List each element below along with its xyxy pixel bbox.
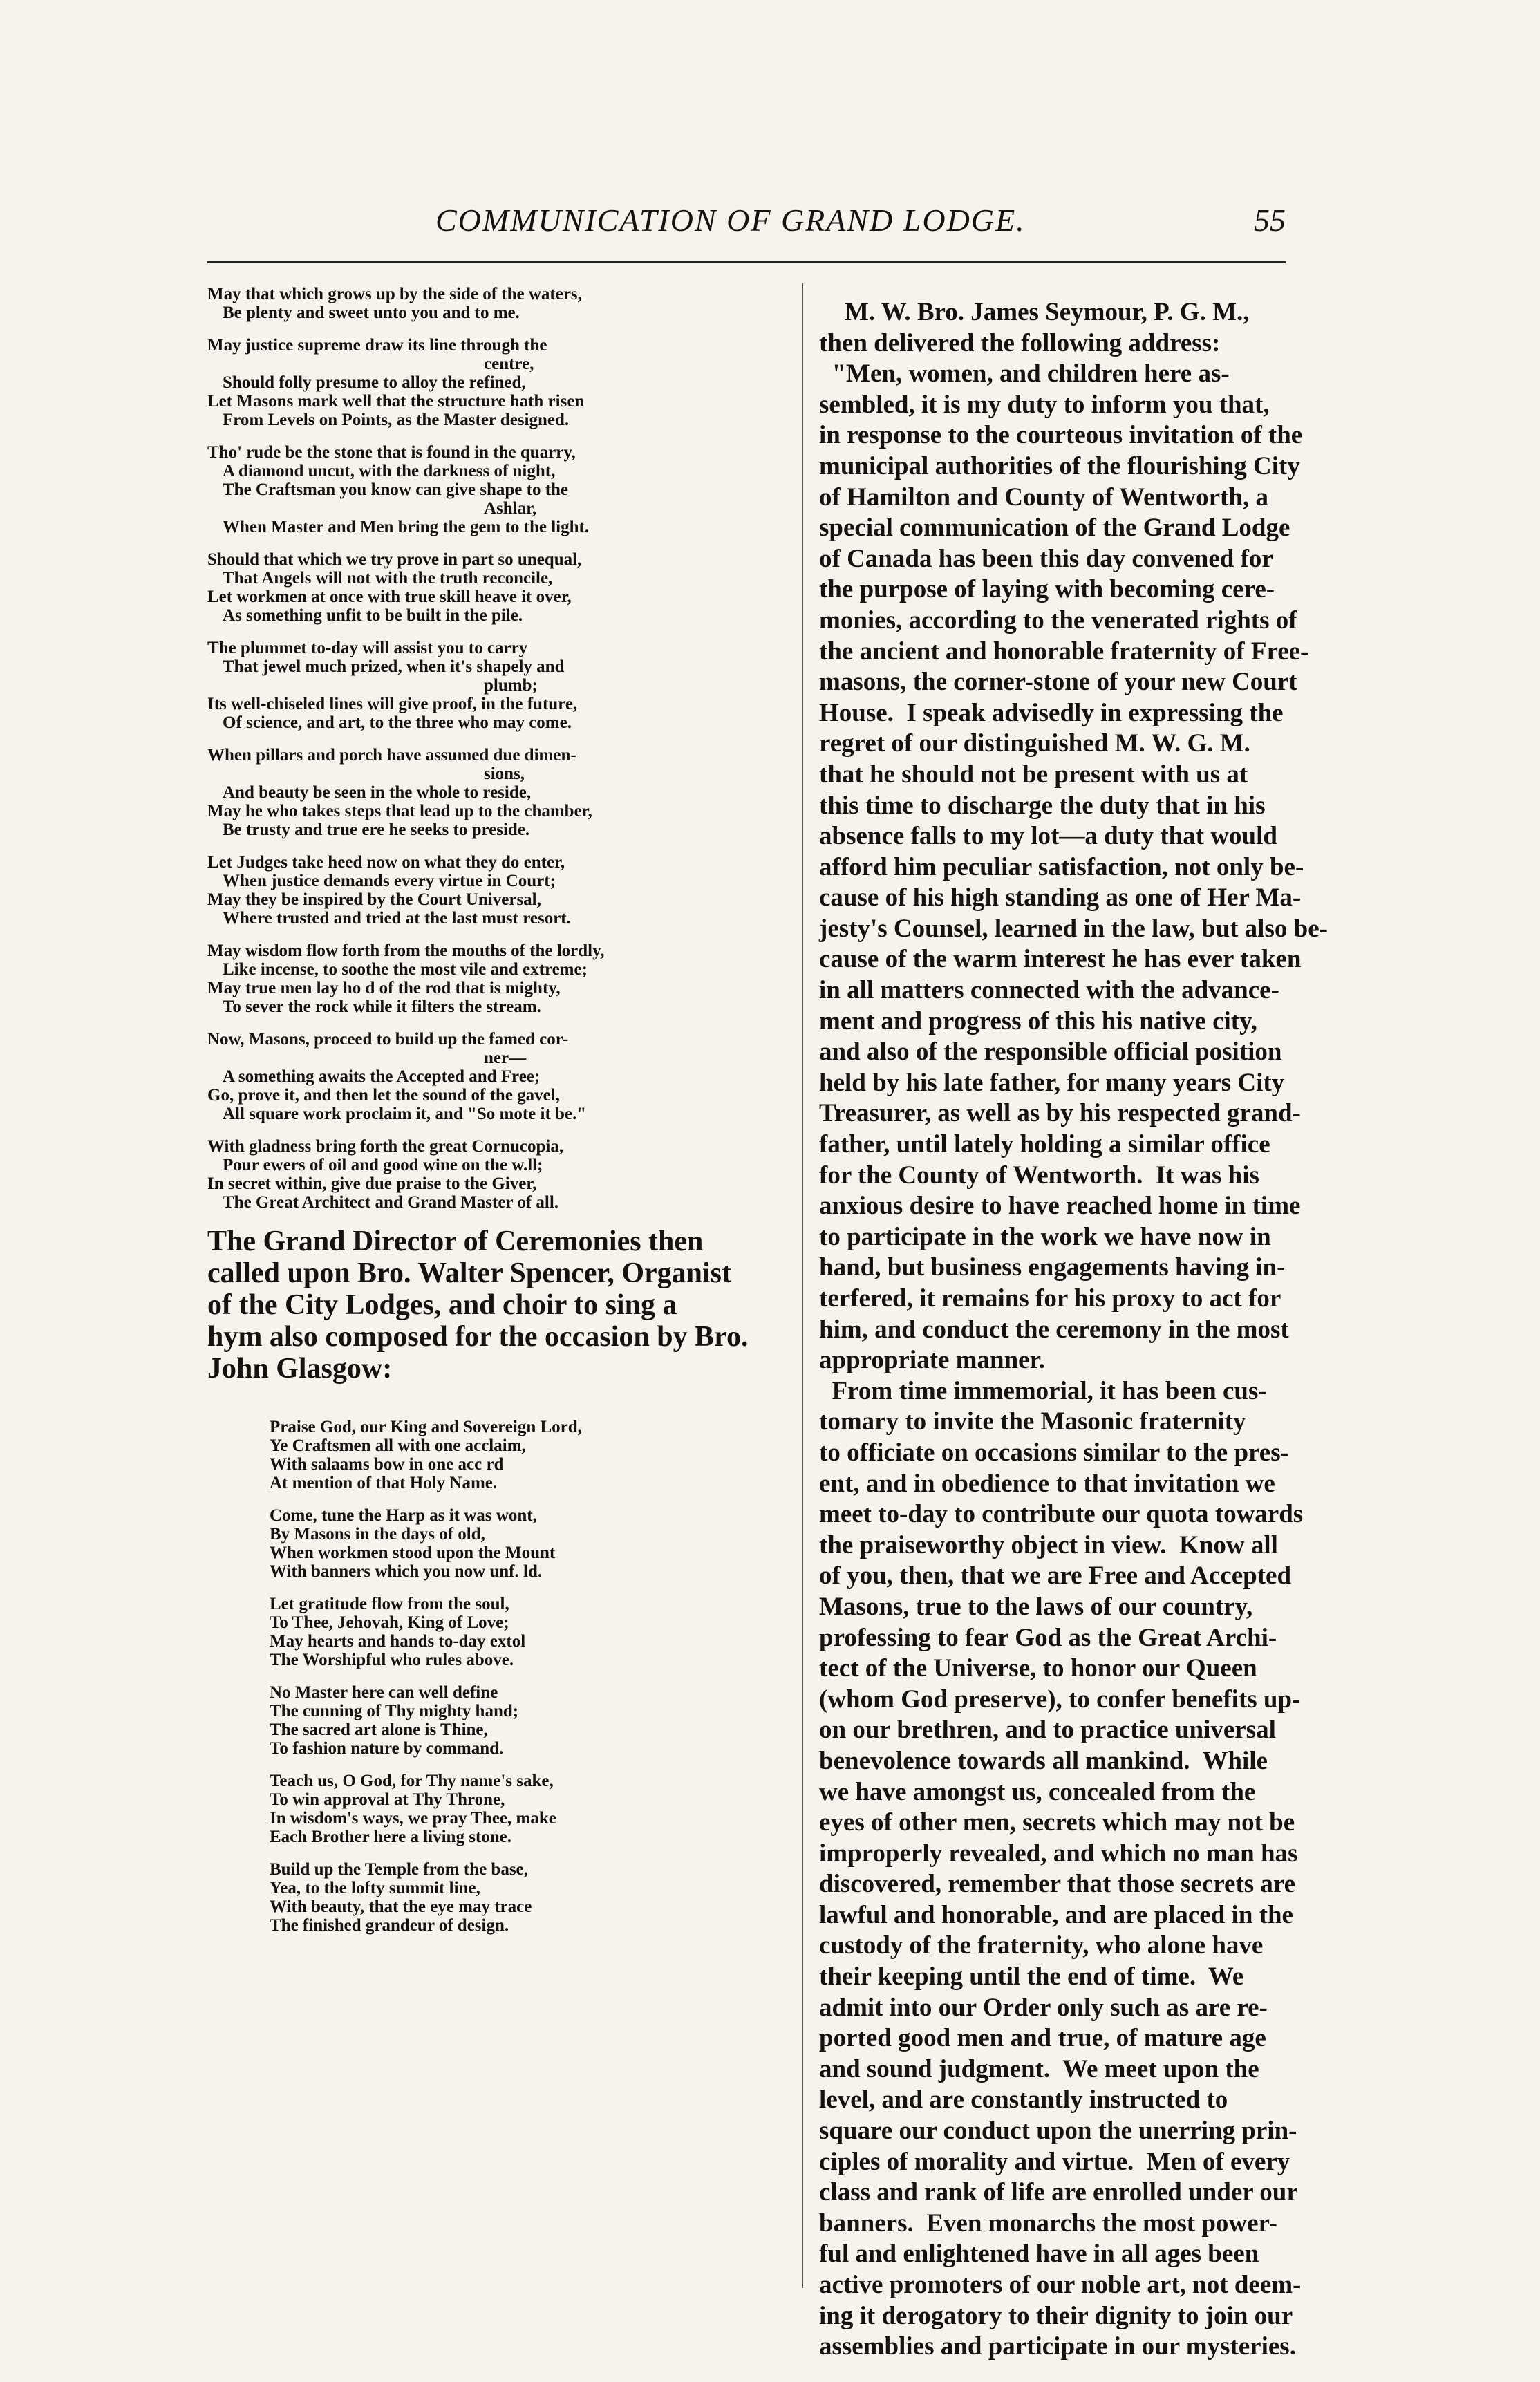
hymn-stanza (270, 1683, 788, 1758)
poem-line: Should that which we try prove in part so unequal, (207, 550, 582, 569)
hymn-line: At mention of that Holy Name. (270, 1474, 498, 1492)
hymn-line: With banners which you now unf. ld. (270, 1562, 543, 1581)
poem-stanza (207, 550, 788, 625)
address-line: special communication of the Grand Lodge (819, 514, 1290, 543)
address-line: we have amongst us, concealed from the (819, 1777, 1256, 1806)
address-line: Masons, true to the laws of our country, (819, 1592, 1253, 1621)
poem-line: From Levels on Points, as the Master designed. (223, 411, 570, 429)
hymn (207, 1418, 788, 1935)
hymn-line: Yea, to the lofty summit line, (270, 1879, 480, 1897)
address-line: active promoters of our noble art, not deem- (819, 2271, 1302, 2299)
address-line: lawful and honorable, and are placed in the (819, 1900, 1293, 1929)
hymn-line: Each Brother here a living stone. (270, 1828, 511, 1846)
address-line: that he should not be present with us at (819, 760, 1248, 789)
poem (207, 285, 788, 1212)
address-line: From time immemorial, it has been cus- (819, 1376, 1267, 1405)
address-line: tect of the Universe, to honor our Queen (819, 1654, 1257, 1683)
poem-line: A diamond uncut, with the darkness of night, (223, 462, 556, 480)
address-line: level, and are constantly instructed to (819, 2085, 1228, 2114)
poem-line: When Master and Men bring the gem to the light. (223, 518, 590, 536)
right-column (819, 297, 1328, 2363)
poem-line: Pour ewers of oil and good wine on the w.ll; (223, 1156, 543, 1174)
address-line: discovered, remember that those secrets are (819, 1870, 1296, 1899)
narrative-line: The Grand Director of Ceremonies then (207, 1226, 704, 1257)
address-line: appropriate manner. (819, 1346, 1045, 1375)
address-line: then delivered the following address: (819, 328, 1221, 357)
poem-line: Be plenty and sweet unto you and to me. (223, 303, 520, 322)
poem-stanza (207, 941, 788, 1016)
address-line: ciples of morality and virtue. Men of every (819, 2147, 1290, 2176)
address-line: absence falls to my lot—a duty that would (819, 822, 1277, 851)
address-line: their keeping until the end of time. We (819, 1962, 1244, 1991)
poem-line: The plummet to-day will assist you to carry (207, 639, 528, 657)
address-line: class and rank of life are enrolled under our (819, 2178, 1298, 2207)
address-line: Treasurer, as well as by his respected grand- (819, 1099, 1301, 1128)
address-line: to officiate on occasions similar to the pres- (819, 1438, 1289, 1467)
address-line: benevolence towards all mankind. While (819, 1746, 1268, 1775)
hymn-line: The sacred art alone is Thine, (270, 1720, 488, 1739)
address-line: ful and enlightened have in all ages been (819, 2240, 1259, 2269)
hymn-stanza (270, 1772, 788, 1846)
address-line: municipal authorities of the flourishing City (819, 451, 1300, 480)
address-line: "Men, women, and children here as- (819, 359, 1230, 388)
hymn-stanza (270, 1595, 788, 1669)
address-line: of you, then, that we are Free and Accepted (819, 1562, 1292, 1591)
address-line: in all matters connected with the advance- (819, 976, 1279, 1005)
address-line: monies, according to the venerated rights of (819, 606, 1297, 635)
address-line: hand, but business engagements having in- (819, 1253, 1286, 1282)
poem-line: Be trusty and true ere he seeks to preside. (223, 820, 530, 839)
hymn-line: May hearts and hands to-day extol (270, 1632, 526, 1651)
address-line: terfered, it remains for his proxy to act for (819, 1284, 1281, 1313)
narrative-paragraph (207, 1226, 788, 1385)
hymn-line: By Masons in the days of old, (270, 1525, 485, 1544)
poem-stanza (207, 285, 788, 322)
address-line: ent, and in obedience to that invitation we (819, 1469, 1275, 1498)
hymn-line: Come, tune the Harp as it was wont, (270, 1506, 537, 1525)
address-line: improperly revealed, and which no man has (819, 1839, 1298, 1868)
address-line: meet to-day to contribute our quota towards (819, 1500, 1304, 1529)
hymn-line: The finished grandeur of design. (270, 1916, 509, 1935)
address-line: jesty's Counsel, learned in the law, but also be- (819, 914, 1328, 943)
hymn-line: Build up the Temple from the base, (270, 1860, 528, 1879)
hymn-line: With beauty, that the eye may trace (270, 1897, 532, 1916)
hymn-line: Praise God, our King and Sovereign Lord, (270, 1418, 582, 1436)
poem-line: Now, Masons, proceed to build up the famed cor- (207, 1030, 569, 1049)
address-line: in response to the courteous invitation of the (819, 421, 1303, 450)
address-line: square our conduct upon the unerring prin- (819, 2117, 1297, 2146)
poem-line: Ashlar, (484, 499, 537, 518)
page-title: COMMUNICATION OF GRAND LODGE. (435, 203, 1026, 238)
address-line: father, until lately holding a similar office (819, 1130, 1270, 1159)
address-line: assemblies and participate in our mysteries. (819, 2332, 1296, 2361)
address-line: anxious desire to have reached home in time (819, 1192, 1301, 1221)
address-line: afford him peculiar satisfaction, not only be- (819, 852, 1304, 881)
address-line: the praiseworthy object in view. Know all (819, 1530, 1278, 1559)
hymn-line: When workmen stood upon the Mount (270, 1544, 556, 1562)
poem-line: Let Judges take heed now on what they do enter, (207, 853, 565, 872)
running-header (207, 202, 1286, 250)
hymn-stanza (270, 1506, 788, 1581)
narrative-line: of the City Lodges, and choir to sing a (207, 1289, 677, 1321)
hymn-line: With salaams bow in one acc rd (270, 1455, 504, 1474)
poem-stanza (207, 336, 788, 429)
hymn-line: Teach us, O God, for Thy name's sake, (270, 1772, 554, 1790)
poem-line: Let Masons mark well that the structure hath risen (207, 392, 585, 411)
address-line: of Hamilton and County of Wentworth, a (819, 482, 1268, 512)
address-line: on our brethren, and to practice universal (819, 1716, 1276, 1745)
poem-line: May true men lay ho d of the rod that is mighty, (207, 979, 561, 997)
hymn-stanza (270, 1418, 788, 1492)
poem-line: ner— (484, 1049, 527, 1067)
address-line: the purpose of laying with becoming cere- (819, 575, 1275, 604)
hymn-line: No Master here can well define (270, 1683, 498, 1702)
address-line: admit into our Order only such as are re- (819, 1993, 1268, 2022)
poem-line: Like incense, to soothe the most vile and extreme; (223, 960, 588, 979)
address-line: this time to discharge the duty that in his (819, 791, 1266, 820)
poem-line: That jewel much prized, when it's shapely and (223, 657, 565, 676)
hymn-line: To win approval at Thy Throne, (270, 1790, 505, 1809)
address-line: tomary to invite the Masonic fraternity (819, 1407, 1246, 1436)
poem-line: May they be inspired by the Court Universal, (207, 890, 541, 909)
poem-line: sions, (484, 765, 525, 783)
poem-stanza (207, 853, 788, 928)
address-line: regret of our distinguished M. W. G. M. (819, 729, 1250, 758)
poem-line: The Great Architect and Grand Master of all. (223, 1193, 559, 1212)
poem-line: Go, prove it, and then let the sound of the gavel, (207, 1086, 560, 1105)
poem-line: Let workmen at once with true skill heave it over, (207, 588, 572, 606)
hymn-stanza (270, 1860, 788, 1935)
left-column (207, 285, 788, 1949)
poem-line: May wisdom flow forth from the mouths of the lordly, (207, 941, 605, 960)
address-line: ing it derogatory to their dignity to join our (819, 2301, 1293, 2330)
address-line: for the County of Wentworth. It was his (819, 1161, 1259, 1190)
address-line: eyes of other men, secrets which may not be (819, 1808, 1295, 1837)
poem-line: And beauty be seen in the whole to reside, (223, 783, 532, 802)
address-line: M. W. Bro. James Seymour, P. G. M., (819, 298, 1250, 326)
poem-stanza (207, 443, 788, 536)
poem-line: The Craftsman you know can give shape to the (223, 480, 569, 499)
address-line: cause of his high standing as one of Her Ma- (819, 883, 1302, 912)
poem-stanza (207, 1137, 788, 1212)
address-line: (whom God preserve), to confer benefits up- (819, 1685, 1301, 1714)
poem-line: As something unfit to be built in the pile. (223, 606, 523, 625)
hymn-line: In wisdom's ways, we pray Thee, make (270, 1809, 556, 1828)
poem-line: To sever the rock while it filters the stream. (223, 997, 541, 1016)
poem-line: In secret within, give due praise to the Giver, (207, 1174, 537, 1193)
narrative-line: John Glasgow: (207, 1353, 393, 1385)
address-line: professing to fear God as the Great Archi- (819, 1623, 1277, 1652)
address-line: cause of the warm interest he has ever taken (819, 945, 1302, 974)
poem-line: When justice demands every virtue in Court; (223, 872, 556, 890)
page-number: 55 (1254, 203, 1286, 238)
poem-line: May he who takes steps that lead up to the chamber, (207, 802, 592, 820)
address-line: ported good men and true, of mature age (819, 2024, 1266, 2053)
poem-line: With gladness bring forth the great Cornucopia, (207, 1137, 564, 1156)
address-line: masons, the corner-stone of your new Court (819, 668, 1297, 697)
poem-line: That Angels will not with the truth reconcile, (223, 569, 553, 588)
poem-line: All square work proclaim it, and "So mote it be." (223, 1105, 587, 1123)
hymn-line: Let gratitude flow from the soul, (270, 1595, 509, 1613)
poem-stanza (207, 1030, 788, 1123)
address-line: and also of the responsible official position (819, 1038, 1282, 1067)
poem-line: Its well-chiseled lines will give proof, in the future, (207, 695, 578, 713)
header-rule (207, 261, 1286, 263)
address-line: sembled, it is my duty to inform you that, (819, 390, 1270, 419)
address-line: and sound judgment. We meet upon the (819, 2054, 1259, 2083)
address-line: banners. Even monarchs the most power- (819, 2208, 1277, 2238)
hymn-line: To fashion nature by command. (270, 1739, 504, 1758)
hymn-line: The Worshipful who rules above. (270, 1651, 514, 1669)
poem-line: centre, (484, 355, 534, 373)
poem-line: Should folly presume to alloy the refined, (223, 373, 526, 392)
narrative-line: hym also composed for the occasion by Bro. (207, 1321, 749, 1353)
poem-line: Where trusted and tried at the last must resort. (223, 909, 571, 928)
poem-line: A something awaits the Accepted and Free; (223, 1067, 541, 1086)
narrative-line: called upon Bro. Walter Spencer, Organist (207, 1257, 732, 1289)
hymn-line: To Thee, Jehovah, King of Love; (270, 1613, 509, 1632)
hymn-line: The cunning of Thy mighty hand; (270, 1702, 519, 1720)
address-line: of Canada has been this day convened for (819, 544, 1273, 573)
address-line: custody of the fraternity, who alone have (819, 1931, 1264, 1960)
poem-stanza (207, 746, 788, 839)
address-line: ment and progress of this his native city, (819, 1006, 1257, 1035)
poem-line: Of science, and art, to the three who may come. (223, 713, 572, 732)
address-line: House. I speak advisedly in expressing the (819, 698, 1284, 727)
address-line: the ancient and honorable fraternity of Free- (819, 637, 1309, 666)
column-divider (802, 283, 803, 2288)
poem-line: Tho' rude be the stone that is found in the quarry, (207, 443, 576, 462)
poem-stanza (207, 639, 788, 732)
poem-line: When pillars and porch have assumed due dimen- (207, 746, 576, 765)
address-line: him, and conduct the ceremony in the most (819, 1315, 1289, 1344)
address-line: to participate in the work we have now in (819, 1222, 1271, 1251)
address-text (819, 297, 1328, 2363)
poem-line: May that which grows up by the side of the waters, (207, 285, 582, 303)
address-line: held by his late father, for many years City (819, 1068, 1285, 1097)
hymn-line: Ye Craftsmen all with one acclaim, (270, 1436, 526, 1455)
poem-line: plumb; (484, 676, 538, 695)
poem-line: May justice supreme draw its line through the (207, 336, 547, 355)
